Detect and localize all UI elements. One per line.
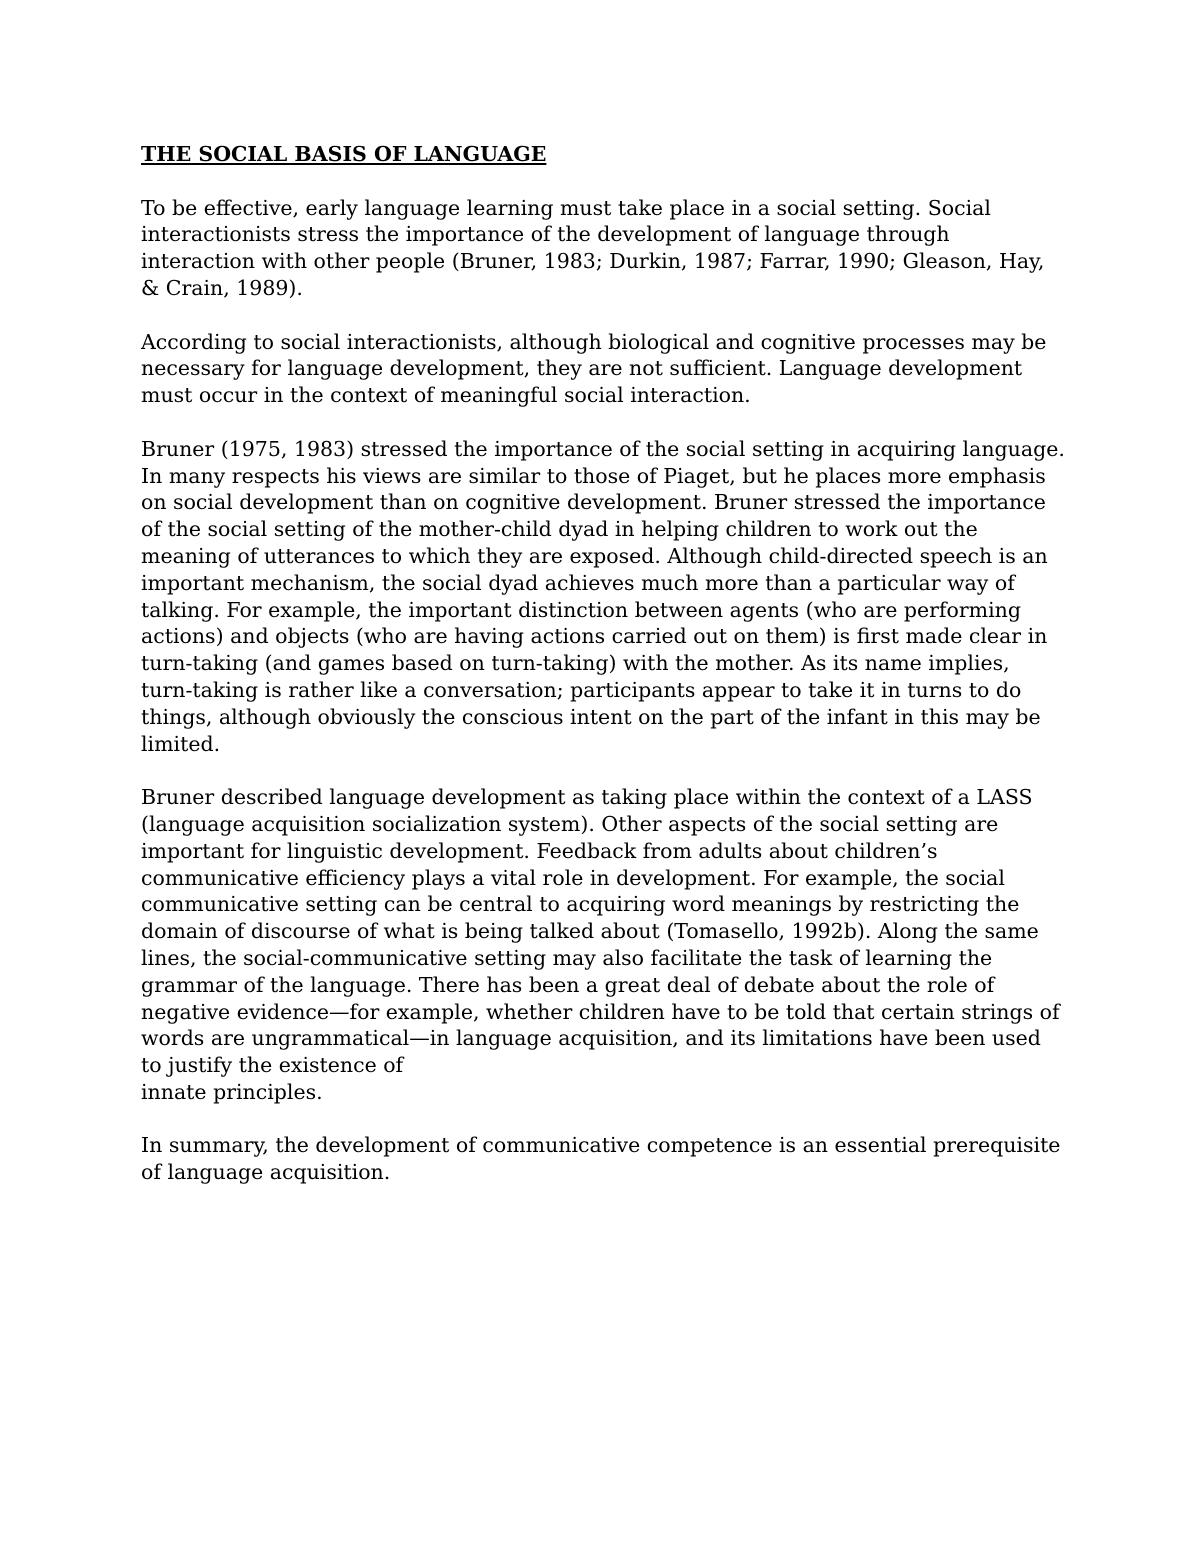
text-line: Bruner (1975, 1983) stressed the importance of the social setting in acquiring language. [141,436,1065,461]
text-line: limited. [141,731,221,756]
text-line: communicative efficiency plays a vital role in development. For example, the social [141,865,1005,890]
text-line: of language acquisition. [141,1160,391,1185]
paragraph-3 [141,436,1071,758]
text-line: In many respects his views are similar to those of Piaget, but he places more emphasis [141,463,1046,488]
text-line: innate principles. [141,1079,323,1104]
text-line: (language acquisition socialization system). Other aspects of the social setting are [141,811,999,836]
text-line: on social development than on cognitive development. Bruner stressed the importance [141,490,1046,515]
text-line: lines, the social-communicative setting may also facilitate the task of learning the [141,945,993,970]
text-line: turn-taking (and games based on turn-taking) with the mother. As its name implies, [141,651,1010,676]
text-line: turn-taking is rather like a conversation; participants appear to take it in turns to do [141,677,1022,702]
text-line: To be effective, early language learning must take place in a social setting. Social [141,195,991,220]
text-line: In summary, the development of communicative competence is an essential prerequisite [141,1133,1061,1158]
text-line: negative evidence—for example, whether children have to be told that certain strings of [141,999,1060,1024]
text-line: meaning of utterances to which they are exposed. Although child-directed speech is an [141,543,1048,568]
text-line: actions) and objects (who are having actions carried out on them) is first made clear in [141,624,1048,649]
text-line: talking. For example, the important distinction between agents (who are performing [141,597,1021,622]
paragraph-2 [141,329,1071,409]
text-line: of the social setting of the mother-child dyad in helping children to work out the [141,517,978,542]
text-line: must occur in the context of meaningful social interaction. [141,383,751,408]
paragraph-4 [141,784,1071,1106]
text-line: According to social interactionists, although biological and cognitive processes may be [141,329,1047,354]
text-line: & Crain, 1989). [141,275,303,300]
text-line: grammar of the language. There has been a great deal of debate about the role of [141,972,995,997]
text-line: communicative setting can be central to acquiring word meanings by restricting the [141,892,1020,917]
text-line: important for linguistic development. Feedback from adults about children’s [141,838,938,863]
text-line: necessary for language development, they are not sufficient. Language development [141,356,1023,381]
text-line: important mechanism, the social dyad achieves much more than a particular way of [141,570,1015,595]
text-line: interactionists stress the importance of the development of language through [141,222,950,247]
text-line: Bruner described language development as taking place within the context of a LASS [141,785,1033,810]
text-line: things, although obviously the conscious intent on the part of the infant in this may be [141,704,1041,729]
paragraph-1 [141,195,1071,302]
text-line: domain of discourse of what is being talked about (Tomasello, 1992b). Along the same [141,919,1039,944]
text-line: to justify the existence of [141,1053,404,1078]
text-line: interaction with other people (Bruner, 1983; Durkin, 1987; Farrar, 1990; Gleason, Hay, [141,249,1045,274]
paragraph-5 [141,1132,1071,1186]
document-content [141,141,1071,1213]
text-line: words are ungrammatical—in language acquisition, and its limitations have been used [141,1026,1041,1051]
document-title: THE SOCIAL BASIS OF LANGUAGE [141,142,547,166]
